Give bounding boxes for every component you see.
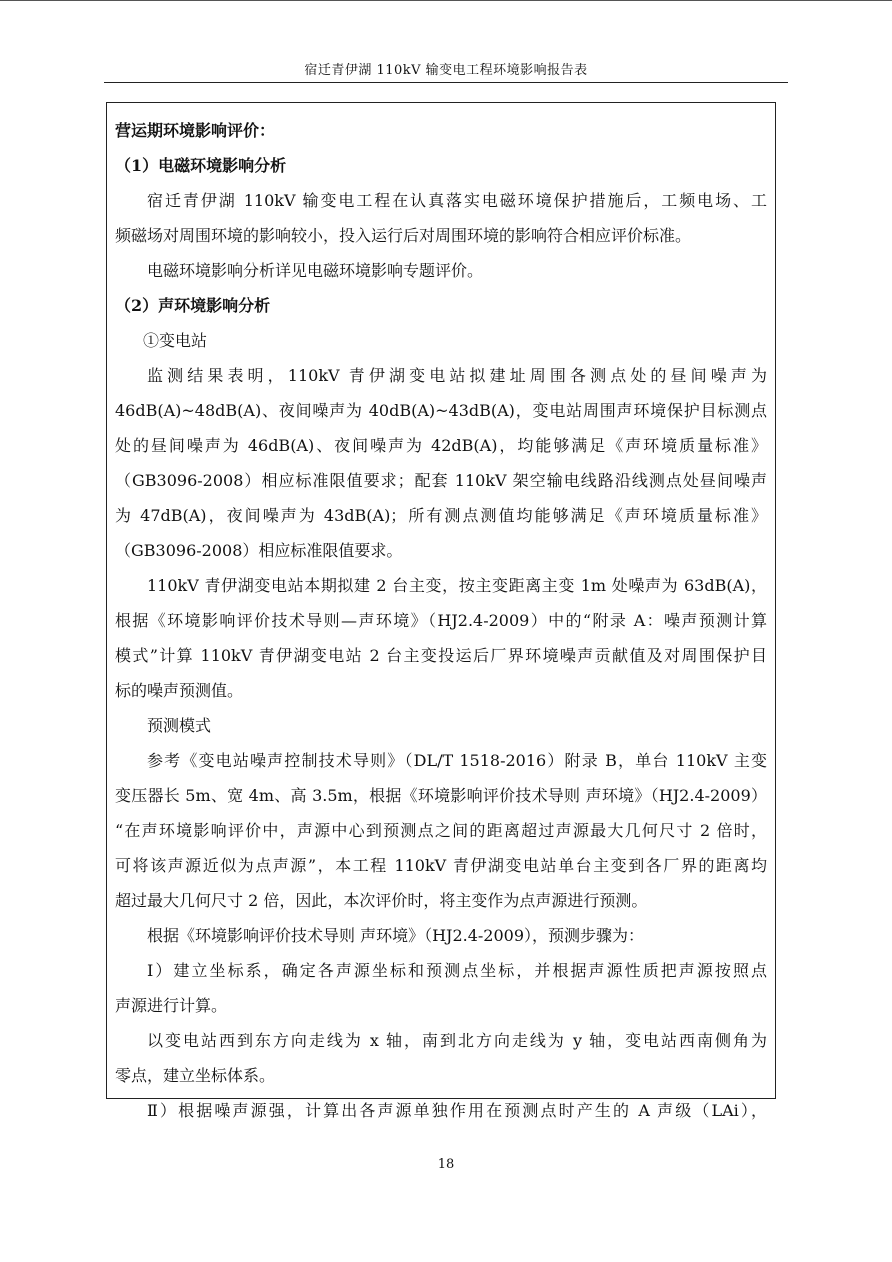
content-box — [106, 102, 776, 1120]
section-heading: （1）电磁环境影响分析 — [115, 156, 287, 175]
paragraph-line: 为 47dB(A)，夜间噪声为 43dB(A)；所有测点测值均能够满足《声环境质量标准》 — [115, 506, 767, 525]
paragraph-line: Ⅰ）建立坐标系，确定各声源坐标和预测点坐标，并根据声源性质把声源按照点 — [147, 961, 767, 980]
paragraph-line: 变压器长 5m、宽 4m、高 3.5m，根据《环境影响评价技术导则 声环境》（HJ2.4-2009） — [115, 786, 767, 805]
paragraph-line: 46dB(A)~48dB(A)、夜间噪声为 40dB(A)~43dB(A)，变电站周围声环境保护目标测点 — [115, 401, 767, 420]
paragraph-line: 声源进行计算。 — [115, 996, 228, 1015]
header-rule — [104, 82, 788, 83]
paragraph-line: 标的噪声预测值。 — [115, 681, 244, 700]
paragraph-line: 模式”计算 110kV 青伊湖变电站 2 台主变投运后厂界环境噪声贡献值及对周围保护目 — [115, 646, 767, 665]
paragraph-line: 频磁场对周围环境的影响较小，投入运行后对周围环境的影响符合相应评价标准。 — [115, 226, 692, 245]
paragraph-line: ①变电站 — [143, 331, 208, 350]
page-top-border — [0, 0, 892, 1]
page-number: 18 — [437, 1157, 455, 1172]
paragraph-line: 可将该声源近似为点声源”，本工程 110kV 青伊湖变电站单台主变到各厂界的距离均 — [115, 856, 767, 875]
paragraph-line: 以变电站西到东方向走线为 x 轴，南到北方向走线为 y 轴，变电站西南侧角为 — [147, 1031, 767, 1050]
paragraph-line: 预测模式 — [147, 716, 212, 735]
paragraph-line: 根据《环境影响评价技术导则—声环境》（HJ2.4-2009）中的“附录 A：噪声预测计算 — [115, 611, 767, 630]
paragraph-line: 超过最大几何尺寸 2 倍，因此，本次评价时，将主变作为点声源进行预测。 — [115, 891, 648, 910]
section-heading: （2）声环境影响分析 — [115, 296, 271, 315]
body-text — [115, 113, 767, 1128]
paragraph-line: 根据《环境影响评价技术导则 声环境》（HJ2.4-2009），预测步骤为： — [147, 926, 645, 945]
paragraph-line: 宿迁青伊湖 110kV 输变电工程在认真落实电磁环境保护措施后，工频电场、工 — [147, 191, 767, 210]
paragraph-line: 零点，建立坐标体系。 — [115, 1066, 276, 1085]
section-heading: 营运期环境影响评价： — [115, 121, 276, 140]
paragraph-line: 110kV 青伊湖变电站本期拟建 2 台主变，按主变距离主变 1m 处噪声为 63dB(A)， — [147, 576, 767, 595]
paragraph-line: 参考《变电站噪声控制技术导则》（DL/T 1518-2016）附录 B，单台 110kV 主变 — [147, 751, 767, 770]
paragraph-line: 处的昼间噪声为 46dB(A)、夜间噪声为 42dB(A)，均能够满足《声环境质量标准》 — [115, 436, 767, 455]
paragraph-line: 监测结果表明，110kV 青伊湖变电站拟建址周围各测点处的昼间噪声为 — [147, 366, 767, 385]
paragraph-line: 电磁环境影响分析详见电磁环境影响专题评价。 — [147, 261, 484, 280]
running-header: 宿迁青伊湖 110kV 输变电工程环境影响报告表 — [304, 63, 588, 78]
paragraph-line: Ⅱ）根据噪声源强，计算出各声源单独作用在预测点时产生的 A 声级（LAi）， — [147, 1101, 767, 1120]
paragraph-line: （GB3096-2008）相应标准限值要求；配套 110kV 架空输电线路沿线测点处昼间噪声 — [115, 471, 767, 490]
paragraph-line: “在声环境影响评价中，声源中心到预测点之间的距离超过声源最大几何尺寸 2 倍时， — [115, 821, 767, 840]
paragraph-line: （GB3096-2008）相应标准限值要求。 — [115, 541, 403, 560]
